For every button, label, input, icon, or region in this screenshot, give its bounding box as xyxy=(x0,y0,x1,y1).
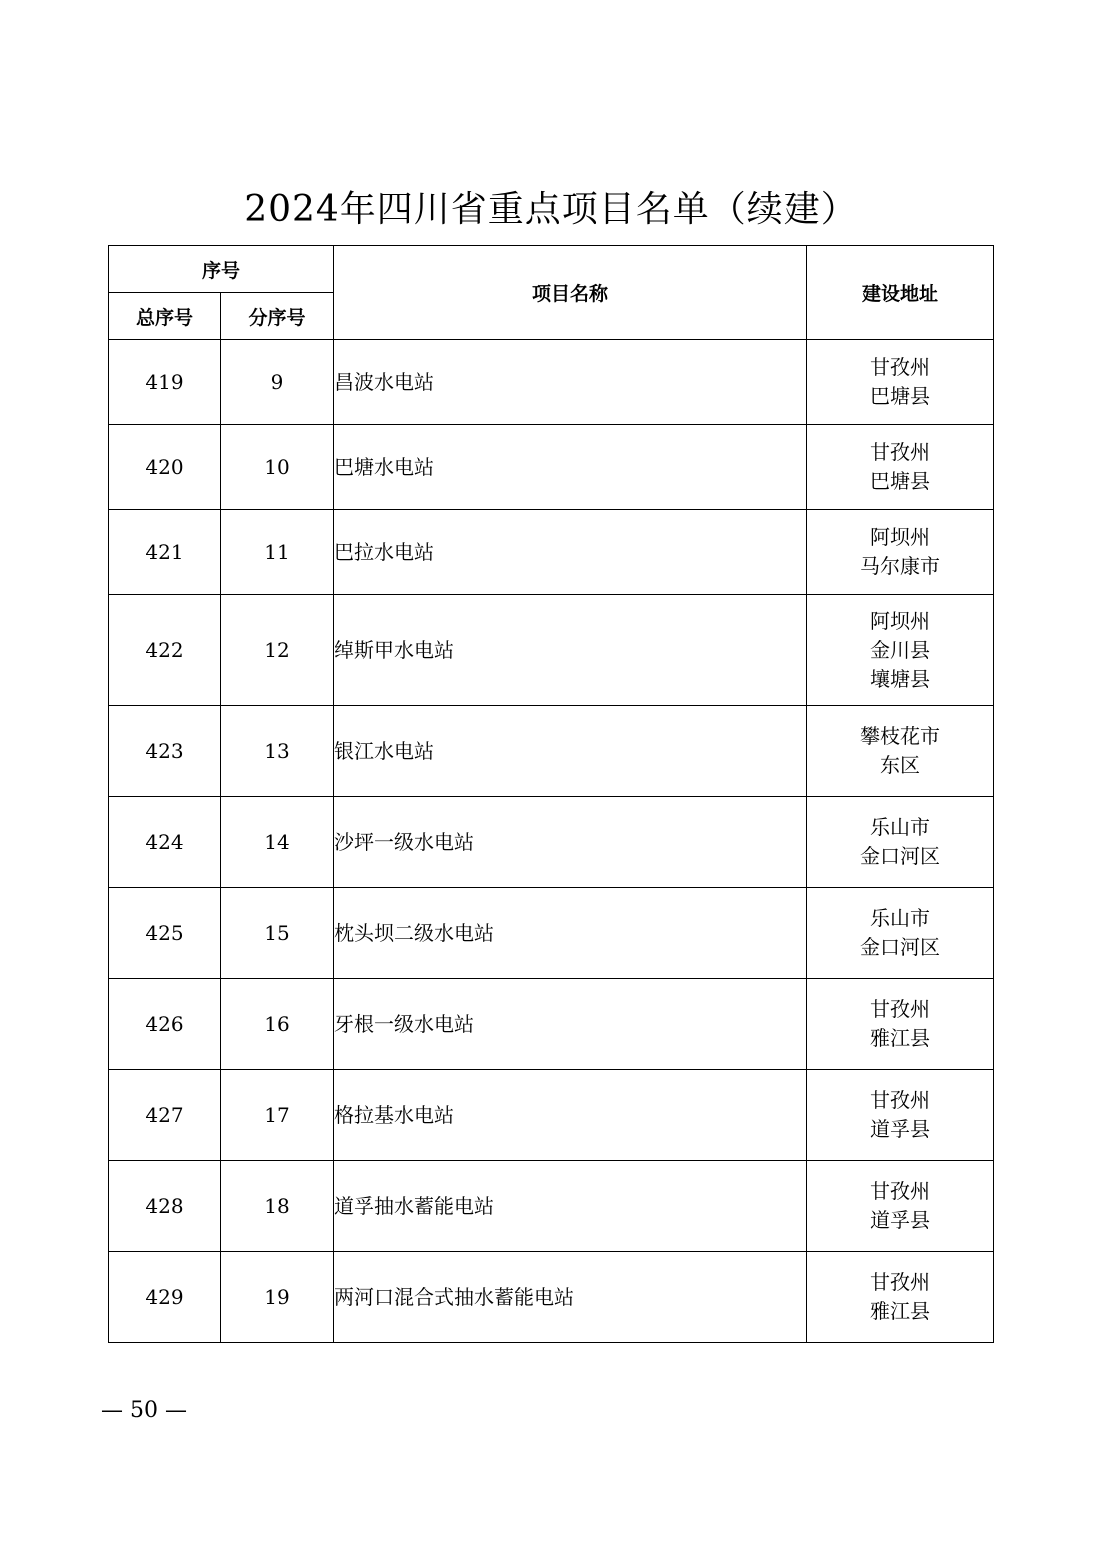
cell-location xyxy=(807,1070,994,1161)
cell-project-name: 沙坪一级水电站 xyxy=(334,797,807,888)
header-location: 建设地址 xyxy=(807,246,994,340)
location-line: 道孚县 xyxy=(870,1117,931,1141)
cell-total-seq: 428 xyxy=(109,1161,221,1252)
table-row xyxy=(109,888,994,979)
cell-project-name: 绰斯甲水电站 xyxy=(334,595,807,706)
cell-sub-seq: 15 xyxy=(221,888,334,979)
cell-location xyxy=(807,1252,994,1343)
location-line: 马尔康市 xyxy=(860,554,941,578)
cell-location xyxy=(807,425,994,510)
location-line: 雅江县 xyxy=(870,1299,931,1323)
location-line: 甘孜州 xyxy=(870,1179,931,1203)
cell-sub-seq: 9 xyxy=(221,340,334,425)
page-title: 2024年四川省重点项目名单（续建） xyxy=(244,189,858,230)
table-row xyxy=(109,1252,994,1343)
cell-sub-seq: 19 xyxy=(221,1252,334,1343)
cell-total-seq: 426 xyxy=(109,979,221,1070)
header-project-name: 项目名称 xyxy=(334,246,807,340)
location-line: 雅江县 xyxy=(870,1026,931,1050)
cell-project-name: 昌波水电站 xyxy=(334,340,807,425)
page-number: — 50 — xyxy=(101,1398,187,1423)
location-line: 甘孜州 xyxy=(870,355,931,379)
cell-sub-seq: 10 xyxy=(221,425,334,510)
cell-total-seq: 424 xyxy=(109,797,221,888)
cell-total-seq: 420 xyxy=(109,425,221,510)
cell-project-name: 巴塘水电站 xyxy=(334,425,807,510)
location-line: 巴塘县 xyxy=(870,469,931,493)
cell-location xyxy=(807,888,994,979)
cell-total-seq: 422 xyxy=(109,595,221,706)
location-line: 乐山市 xyxy=(870,906,931,930)
table-row xyxy=(109,425,994,510)
cell-sub-seq: 16 xyxy=(221,979,334,1070)
location-line: 阿坝州 xyxy=(870,525,931,549)
table-row xyxy=(109,797,994,888)
projects-table xyxy=(108,245,994,1343)
table-row xyxy=(109,510,994,595)
cell-total-seq: 429 xyxy=(109,1252,221,1343)
cell-sub-seq: 18 xyxy=(221,1161,334,1252)
cell-location xyxy=(807,979,994,1070)
cell-project-name: 格拉基水电站 xyxy=(334,1070,807,1161)
cell-sub-seq: 12 xyxy=(221,595,334,706)
location-line: 乐山市 xyxy=(870,815,931,839)
location-line: 金口河区 xyxy=(860,935,941,959)
cell-location xyxy=(807,1161,994,1252)
location-line: 金口河区 xyxy=(860,844,941,868)
header-seq-group: 序号 xyxy=(109,246,334,293)
cell-sub-seq: 17 xyxy=(221,1070,334,1161)
header-total-seq: 总序号 xyxy=(109,293,221,340)
cell-sub-seq: 11 xyxy=(221,510,334,595)
location-line: 金川县 xyxy=(870,637,931,662)
location-line: 甘孜州 xyxy=(870,1088,931,1112)
cell-sub-seq: 13 xyxy=(221,706,334,797)
cell-total-seq: 423 xyxy=(109,706,221,797)
cell-location xyxy=(807,340,994,425)
location-line: 道孚县 xyxy=(870,1208,931,1232)
location-line: 攀枝花市 xyxy=(860,724,941,748)
location-line: 甘孜州 xyxy=(870,440,931,464)
cell-total-seq: 427 xyxy=(109,1070,221,1161)
cell-project-name: 银江水电站 xyxy=(334,706,807,797)
cell-total-seq: 421 xyxy=(109,510,221,595)
cell-location xyxy=(807,706,994,797)
cell-project-name: 枕头坝二级水电站 xyxy=(334,888,807,979)
table-header xyxy=(109,246,994,340)
table-row xyxy=(109,1161,994,1252)
cell-location xyxy=(807,797,994,888)
table-row xyxy=(109,340,994,425)
cell-project-name: 道孚抽水蓄能电站 xyxy=(334,1161,807,1252)
table-row xyxy=(109,979,994,1070)
location-line: 甘孜州 xyxy=(870,997,931,1021)
table-row xyxy=(109,1070,994,1161)
location-line: 甘孜州 xyxy=(870,1270,931,1294)
cell-total-seq: 419 xyxy=(109,340,221,425)
cell-project-name: 两河口混合式抽水蓄能电站 xyxy=(334,1252,807,1343)
cell-sub-seq: 14 xyxy=(221,797,334,888)
location-line: 阿坝州 xyxy=(870,608,931,633)
location-line: 东区 xyxy=(880,753,921,777)
table-row xyxy=(109,706,994,797)
table-body xyxy=(109,340,994,1343)
cell-total-seq: 425 xyxy=(109,888,221,979)
table-row xyxy=(109,595,994,706)
header-sub-seq: 分序号 xyxy=(221,293,334,340)
location-line: 壤塘县 xyxy=(870,666,931,691)
cell-project-name: 巴拉水电站 xyxy=(334,510,807,595)
cell-project-name: 牙根一级水电站 xyxy=(334,979,807,1070)
location-line: 巴塘县 xyxy=(870,384,931,408)
cell-location xyxy=(807,595,994,706)
cell-location xyxy=(807,510,994,595)
